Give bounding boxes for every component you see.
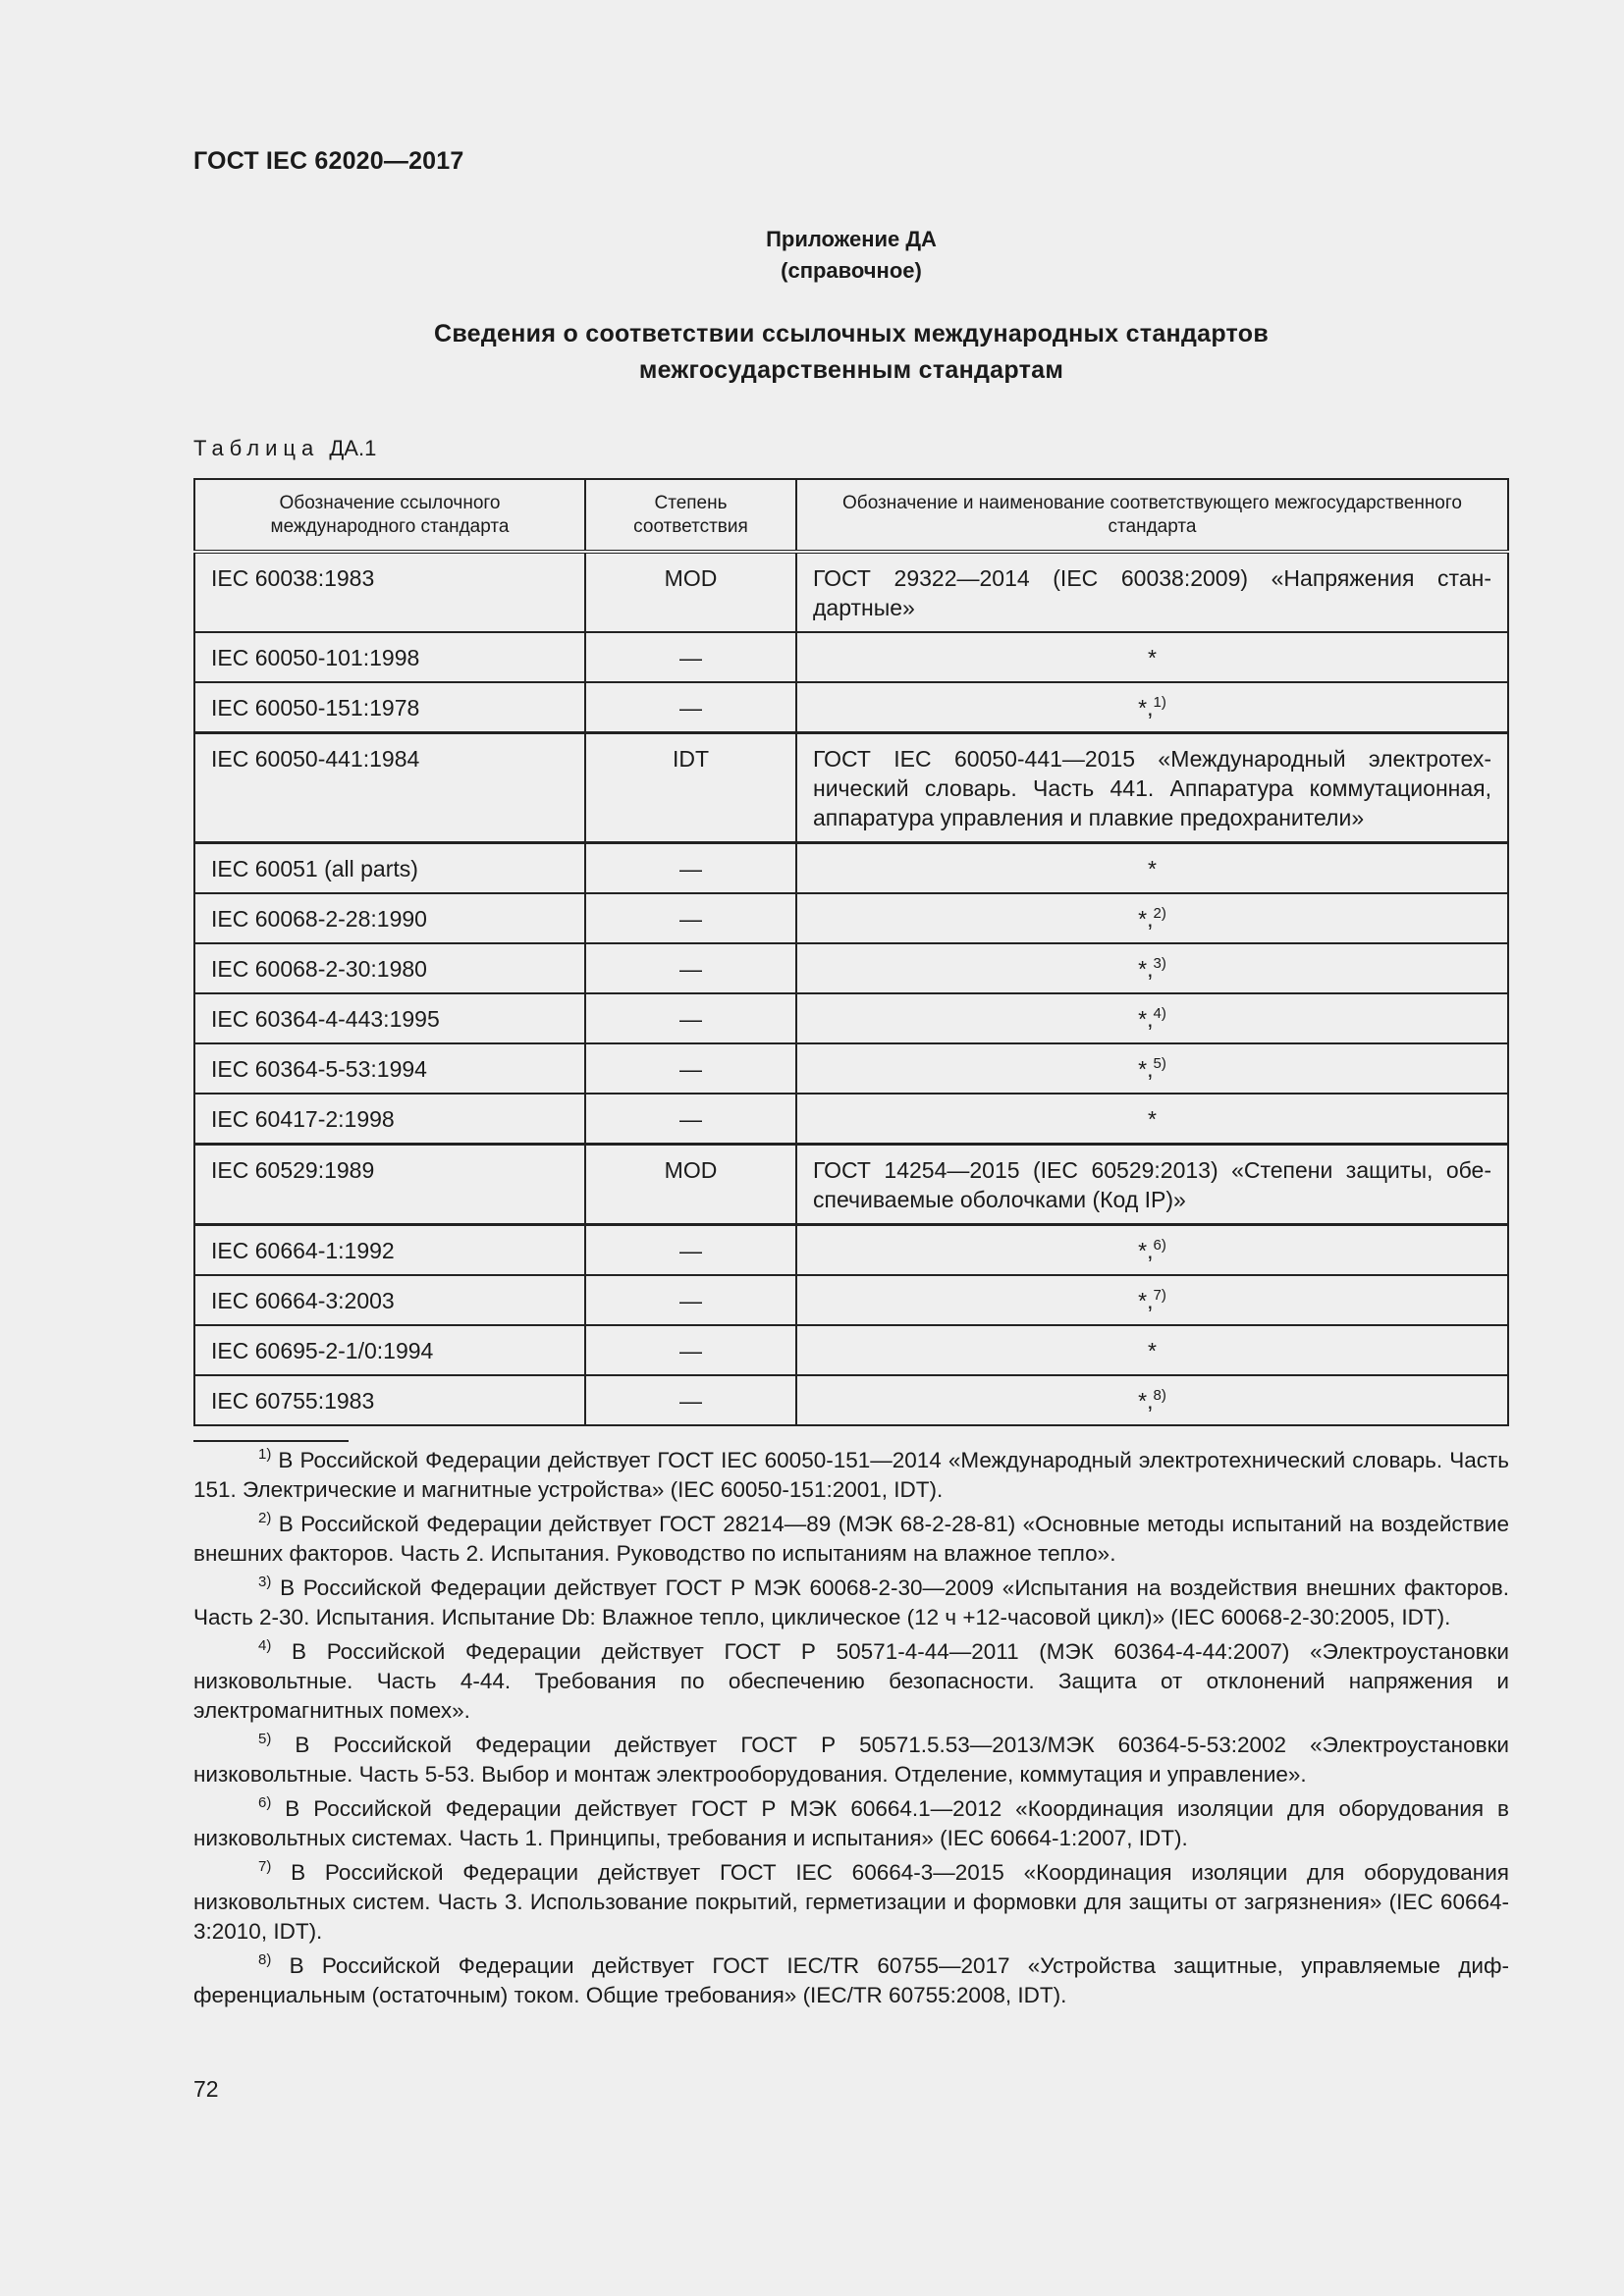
table-row bbox=[194, 893, 1508, 943]
footnote-text: В Российской Федерации действует ГОСТ Р 50571.5.53—2013/МЭК 60364-5-53:2002 «Электроустановки низковольтные. Часть 5-53. Выбор и монтаж электрооборудования. Отделение, коммутация и управление». bbox=[193, 1733, 1509, 1787]
cell-international-standard: IEC 60529:1989 bbox=[194, 1145, 585, 1225]
cell-international-standard: IEC 60051 (all parts) bbox=[194, 843, 585, 894]
annex-name: Приложение ДА bbox=[766, 227, 937, 251]
cell-interstate-standard bbox=[796, 893, 1508, 943]
footnote-reference: 7) bbox=[1153, 1287, 1166, 1304]
cell-interstate-standard bbox=[796, 1325, 1508, 1375]
footnote-text: В Российской Федерации действует ГОСТ Р МЭК 60068-2-30—2009 «Испытания на воздействия внешних факторов. Часть 2-30. Испытания. Испытание Db: Влажное тепло, циклическое (12 ч +12-часовой цикл)» (IEC 60068-2-30:2005, IDT). bbox=[193, 1575, 1509, 1629]
cell-international-standard: IEC 60068-2-30:1980 bbox=[194, 943, 585, 993]
header-international-standard: Обозначение ссылочного международного стандарта bbox=[194, 479, 585, 552]
cell-interstate-standard-text: * bbox=[1148, 1106, 1157, 1132]
table-row bbox=[194, 682, 1508, 733]
annex-title bbox=[193, 316, 1509, 389]
cell-interstate-standard-text: ГОСТ 29322—2014 (IEC 60038:2009) «Напряжения стандартные» bbox=[813, 565, 1491, 620]
cell-interstate-standard bbox=[796, 943, 1508, 993]
cell-interstate-standard bbox=[796, 632, 1508, 682]
page-number: 72 bbox=[193, 2076, 219, 2102]
cell-interstate-standard-text: ГОСТ IEC 60050-441—2015 «Международный электротехнический словарь. Часть 441. Аппаратура коммутационная, аппаратура управления и плавкие предохранители» bbox=[813, 746, 1491, 830]
cell-interstate-standard-text: *, bbox=[1138, 695, 1154, 721]
cell-interstate-standard bbox=[796, 1145, 1508, 1225]
cell-interstate-standard-text: ГОСТ 14254—2015 (IEC 60529:2013) «Степени защиты, обеспечиваемые оболочками (Код IP)» bbox=[813, 1157, 1491, 1212]
cell-interstate-standard-text: *, bbox=[1138, 1006, 1154, 1032]
cell-interstate-standard bbox=[796, 552, 1508, 632]
cell-degree: IDT bbox=[585, 733, 796, 843]
footnote-reference: 2) bbox=[1153, 905, 1166, 922]
table-caption bbox=[193, 436, 376, 461]
footnote-reference: 8) bbox=[1153, 1387, 1166, 1404]
cell-international-standard: IEC 60050-101:1998 bbox=[194, 632, 585, 682]
footnote-mark: 4) bbox=[258, 1637, 272, 1654]
annex-title-line-1: Сведения о соответствии ссылочных международных стандартов bbox=[433, 320, 1270, 347]
cell-interstate-standard bbox=[796, 993, 1508, 1043]
table-caption-word: Таблица bbox=[193, 436, 320, 460]
footnote-text: В Российской Федерации действует ГОСТ IEC 60664-3—2015 «Координация изоляции для оборудования низковольтных систем. Часть 3. Использование покрытий, герметизации и формовки для защиты от загрязнения» (IEC 60664-3:2010, IDT). bbox=[193, 1860, 1509, 1944]
footnote bbox=[193, 1858, 1509, 1947]
footnote-mark: 7) bbox=[258, 1858, 272, 1875]
cell-degree: — bbox=[585, 993, 796, 1043]
cell-degree: — bbox=[585, 632, 796, 682]
cell-international-standard: IEC 60050-151:1978 bbox=[194, 682, 585, 733]
table-caption-number: ДА.1 bbox=[329, 436, 377, 460]
footnotes bbox=[193, 1446, 1509, 2015]
footnote-mark: 2) bbox=[258, 1510, 272, 1526]
table-row bbox=[194, 733, 1508, 843]
cell-interstate-standard-text: *, bbox=[1138, 1388, 1154, 1414]
footnote bbox=[193, 1637, 1509, 1726]
cell-interstate-standard bbox=[796, 1094, 1508, 1145]
cell-international-standard: IEC 60664-1:1992 bbox=[194, 1225, 585, 1276]
cell-international-standard: IEC 60364-4-443:1995 bbox=[194, 993, 585, 1043]
footnote-reference: 1) bbox=[1153, 694, 1166, 711]
cell-interstate-standard-text: *, bbox=[1138, 906, 1154, 932]
footnote-text: В Российской Федерации действует ГОСТ IEC 60050-151—2014 «Международный электротехнический словарь. Часть 151. Электрические и магнитные устройства» (IEC 60050-151:2001, IDT). bbox=[193, 1448, 1509, 1502]
cell-degree: — bbox=[585, 893, 796, 943]
footnote-mark: 1) bbox=[258, 1446, 272, 1463]
table-row bbox=[194, 1145, 1508, 1225]
annex-kind: (справочное) bbox=[781, 258, 922, 283]
footnote-separator bbox=[193, 1440, 349, 1442]
cell-degree: — bbox=[585, 843, 796, 894]
footnote-text: В Российской Федерации действует ГОСТ Р МЭК 60664.1—2012 «Координация изоляции для оборудования в низковольтных системах. Часть 1. Принципы, требования и испытания» (IEC 60664-1:2007, IDT). bbox=[193, 1796, 1509, 1850]
table-row bbox=[194, 1043, 1508, 1094]
footnote-reference: 3) bbox=[1153, 955, 1166, 972]
cell-interstate-standard bbox=[796, 1225, 1508, 1276]
cell-international-standard: IEC 60664-3:2003 bbox=[194, 1275, 585, 1325]
cell-interstate-standard-text: * bbox=[1148, 1338, 1157, 1363]
footnote bbox=[193, 1951, 1509, 2010]
standards-correspondence-table bbox=[193, 478, 1509, 1426]
table-row bbox=[194, 1375, 1508, 1425]
cell-international-standard: IEC 60417-2:1998 bbox=[194, 1094, 585, 1145]
header-interstate-standard: Обозначение и наименование соответствующего межгосударственного стандарта bbox=[796, 479, 1508, 552]
table-row bbox=[194, 1225, 1508, 1276]
header-degree-of-correspondence: Степень соответствия bbox=[585, 479, 796, 552]
annex-title-line-2: межгосударственным стандартам bbox=[638, 356, 1064, 384]
table-header-row bbox=[194, 479, 1508, 552]
cell-interstate-standard bbox=[796, 733, 1508, 843]
footnote-mark: 5) bbox=[258, 1731, 272, 1747]
table-row bbox=[194, 1094, 1508, 1145]
footnote-reference: 6) bbox=[1153, 1237, 1166, 1254]
cell-degree: — bbox=[585, 1375, 796, 1425]
footnote bbox=[193, 1731, 1509, 1789]
annex-heading bbox=[193, 224, 1509, 287]
footnote-mark: 6) bbox=[258, 1794, 272, 1811]
cell-interstate-standard-text: *, bbox=[1138, 1056, 1154, 1082]
cell-interstate-standard bbox=[796, 1375, 1508, 1425]
cell-interstate-standard-text: *, bbox=[1138, 1288, 1154, 1313]
table-row bbox=[194, 943, 1508, 993]
document-code-header: ГОСТ IEC 62020—2017 bbox=[193, 147, 464, 175]
cell-degree: — bbox=[585, 943, 796, 993]
cell-interstate-standard bbox=[796, 1043, 1508, 1094]
cell-international-standard: IEC 60038:1983 bbox=[194, 552, 585, 632]
table-row bbox=[194, 993, 1508, 1043]
footnote-text: В Российской Федерации действует ГОСТ 28214—89 (МЭК 68-2-28-81) «Основные методы испытаний на воздействие внешних факторов. Часть 2. Испытания. Руководство по испытаниям на влажное тепло». bbox=[193, 1512, 1509, 1566]
cell-interstate-standard bbox=[796, 843, 1508, 894]
cell-interstate-standard bbox=[796, 682, 1508, 733]
cell-degree: MOD bbox=[585, 1145, 796, 1225]
cell-international-standard: IEC 60364-5-53:1994 bbox=[194, 1043, 585, 1094]
cell-interstate-standard-text: *, bbox=[1138, 956, 1154, 982]
cell-degree: — bbox=[585, 1094, 796, 1145]
cell-international-standard: IEC 60755:1983 bbox=[194, 1375, 585, 1425]
cell-degree: — bbox=[585, 1043, 796, 1094]
cell-degree: MOD bbox=[585, 552, 796, 632]
table-row bbox=[194, 552, 1508, 632]
footnote bbox=[193, 1794, 1509, 1853]
footnote bbox=[193, 1510, 1509, 1569]
footnote bbox=[193, 1446, 1509, 1505]
cell-interstate-standard-text: * bbox=[1148, 645, 1157, 670]
footnote-mark: 3) bbox=[258, 1574, 272, 1590]
table-row bbox=[194, 632, 1508, 682]
footnote-mark: 8) bbox=[258, 1951, 272, 1968]
cell-degree: — bbox=[585, 1275, 796, 1325]
footnote-text: В Российской Федерации действует ГОСТ Р 50571-4-44—2011 (МЭК 60364-4-44:2007) «Электроустановки низковольтные. Часть 4-44. Требования по обеспечению безопасности. Защита от отклонений напряжения и электромагнитных помех». bbox=[193, 1639, 1509, 1723]
table-row bbox=[194, 843, 1508, 894]
footnote-reference: 4) bbox=[1153, 1005, 1166, 1022]
cell-degree: — bbox=[585, 1225, 796, 1276]
cell-international-standard: IEC 60068-2-28:1990 bbox=[194, 893, 585, 943]
cell-interstate-standard-text: * bbox=[1148, 856, 1157, 881]
footnote-reference: 5) bbox=[1153, 1055, 1166, 1072]
cell-international-standard: IEC 60050-441:1984 bbox=[194, 733, 585, 843]
cell-interstate-standard-text: *, bbox=[1138, 1238, 1154, 1263]
table-body bbox=[194, 552, 1508, 1425]
cell-degree: — bbox=[585, 682, 796, 733]
table-row bbox=[194, 1275, 1508, 1325]
cell-degree: — bbox=[585, 1325, 796, 1375]
table-row bbox=[194, 1325, 1508, 1375]
footnote-text: В Российской Федерации действует ГОСТ IEC/TR 60755—2017 «Устройства защитные, управляемые дифференциальным (остаточным) током. Общие требования» (IEC/TR 60755:2008, IDT). bbox=[193, 1953, 1509, 2007]
footnote bbox=[193, 1574, 1509, 1632]
cell-international-standard: IEC 60695-2-1/0:1994 bbox=[194, 1325, 585, 1375]
cell-interstate-standard bbox=[796, 1275, 1508, 1325]
